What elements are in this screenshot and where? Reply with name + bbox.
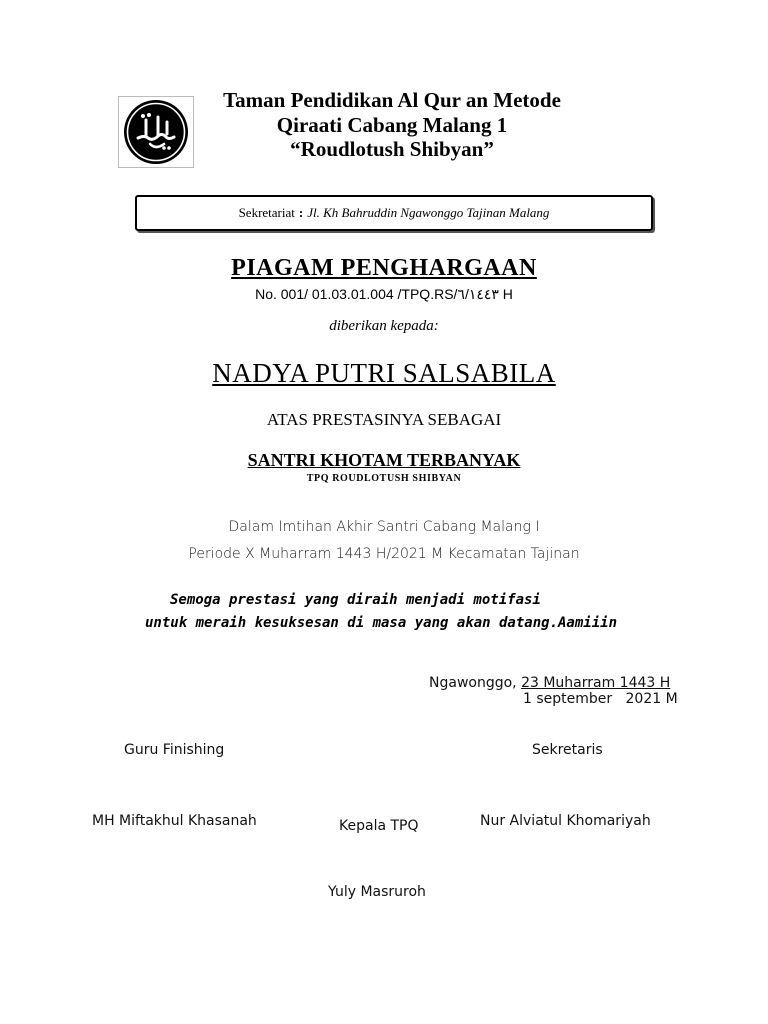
signature-name-sekretaris: Nur Alviatul Khomariyah: [480, 813, 651, 829]
signature-role-guru: Guru Finishing: [124, 742, 225, 758]
date-gregorian: 1 september 2021 M: [523, 691, 678, 707]
signature-role-kepala: Kepala TPQ: [339, 818, 419, 834]
signature-name-guru: MH Miftakhul Khasanah: [92, 813, 257, 829]
signature-name-kepala: Yuly Masruroh: [328, 884, 426, 900]
qiraati-calligraphy-logo: [120, 98, 192, 166]
date-hijri: 23 Muharram 1443 H: [521, 675, 671, 691]
achievement-subtitle: TPQ ROUDLOTUSH SHIBYAN: [306, 473, 462, 484]
institution-name-line-1: Taman Pendidikan Al Qur an Metode: [223, 88, 561, 112]
institution-name-line-2: Qiraati Cabang Malang 1: [276, 113, 508, 137]
wish-line-2: untuk meraih kesuksesan di masa yang akan datang.Aamiiin: [145, 615, 618, 631]
certificate-title: PIAGAM PENGHARGAAN: [231, 255, 537, 281]
event-description-line-1: Dalam Imtihan Akhir Santri Cabang Malang I: [228, 519, 540, 535]
date-place-line: [429, 675, 670, 691]
secretariat-address-box: [135, 195, 653, 231]
date-place: Ngawonggo,: [429, 675, 522, 691]
certificate-number: No. 001/ 01.03.01.004 /TPQ.RS/٦/١٤٤٣ H: [255, 286, 513, 302]
recipient-name: NADYA PUTRI SALSABILA: [212, 358, 556, 388]
institution-name-line-3: “Roudlotush Shibyan”: [290, 137, 494, 161]
achievement-intro: ATAS PRESTASINYA SEBAGAI: [266, 410, 502, 429]
qiraati-logo-icon: [118, 96, 194, 168]
secretariat-label: Sekretariat: [238, 205, 295, 220]
wish-line-1: Semoga prestasi yang diraih menjadi motifasi: [170, 592, 541, 608]
signature-role-sekretaris: Sekretaris: [532, 742, 603, 758]
given-to-text: diberikan kepada:: [329, 318, 439, 334]
achievement-title: SANTRI KHOTAM TERBANYAK: [247, 450, 521, 470]
event-description-line-2: Periode X Muharram 1443 H/2021 M Kecamatan Tajinan: [188, 546, 580, 562]
secretariat-colon: :: [298, 205, 304, 220]
secretariat-address: Jl. Kh Bahruddin Ngawonggo Tajinan Malang: [307, 205, 550, 220]
